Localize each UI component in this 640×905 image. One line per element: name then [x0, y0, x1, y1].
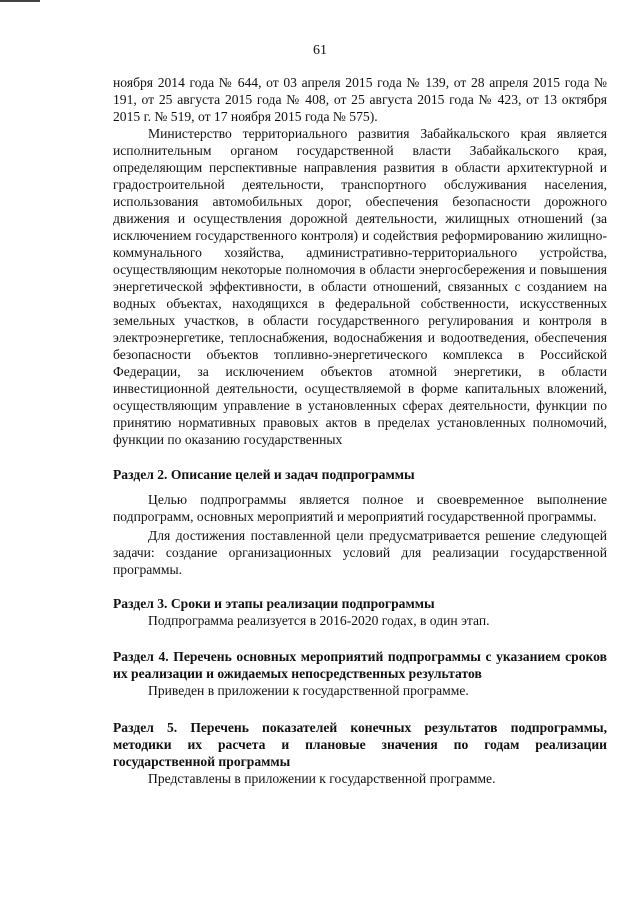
paragraph-continuation: ноября 2014 года № 644, от 03 апреля 2015 года № 139, от 28 апреля 2015 года № 191, от 25 августа 2015 года № 408, от 25 августа 2015 года № 423, от 13 октября 2015 г. № 519, от 17 ноября 2015 года № 575). — [113, 75, 607, 124]
section-2-paragraph-task: Для достижения поставленной цели предусматривается решение следующей задачи: создание организационных условий для реализации государственной программы. — [113, 528, 607, 577]
section-5-paragraph: Представлены в приложении к государственной программе. — [148, 771, 496, 786]
section-3-paragraph: Подпрограмма реализуется в 2016-2020 годах, в один этап. — [148, 613, 490, 628]
section-4-paragraph: Приведен в приложении к государственной программе. — [148, 683, 469, 698]
page-number: 61 — [313, 43, 327, 58]
section-3-heading: Раздел 3. Сроки и этапы реализации подпрограммы — [113, 596, 435, 611]
section-4-heading: Раздел 4. Перечень основных мероприятий подпрограммы с указанием сроков их реализации и ожидаемых непосредственных результатов — [113, 649, 607, 681]
paragraph-ministry: Министерство территориального развития Забайкальского края является исполнительным органом государственной власти Забайкальского края, определяющим перспективные направления развития в области архитектурной и градостроительной деятельности, транспортного обслуживания населения, использования автомобильных дорог, обеспечения безопасности дорожного движения и осуществления дорожной деятельности, жилищных отношений (за исключением государственного контроля) и содействия реформированию жилищно-коммунального хозяйства, административно-территориального устройства, осуществляющим некоторые полномочия в области энергосбережения и повышения энергетической эффективности, в области отношений, связанных с созданием на водных объектах, находящихся в федеральной собственности, искусственных земельных участков, в области государственного регулирования и контроля в электроэнергетике, теплоснабжения, водоснабжения и водоотведения, обеспечения безопасности объектов топливно-энергетического комплекса в Российской Федерации, за исключением объектов атомной энергетики, в области инвестиционной деятельности, осуществляемой в форме капитальных вложений, осуществляющим управление в установленных сферах деятельности, функции по принятию нормативных правовых актов в пределах установленных полномочий, функции по оказанию государственных — [113, 126, 607, 447]
section-2-paragraph-goal: Целью подпрограммы является полное и своевременное выполнение подпрограмм, основных мероприятий и мероприятий государственной программы. — [113, 492, 607, 524]
section-2-heading: Раздел 2. Описание целей и задач подпрограммы — [113, 467, 415, 482]
section-5-heading: Раздел 5. Перечень показателей конечных результатов подпрограммы, методики их расчета и плановые значения по годам реализации государственной программы — [113, 720, 607, 769]
document-body — [113, 74, 607, 787]
scan-edge-mark — [0, 0, 40, 2]
